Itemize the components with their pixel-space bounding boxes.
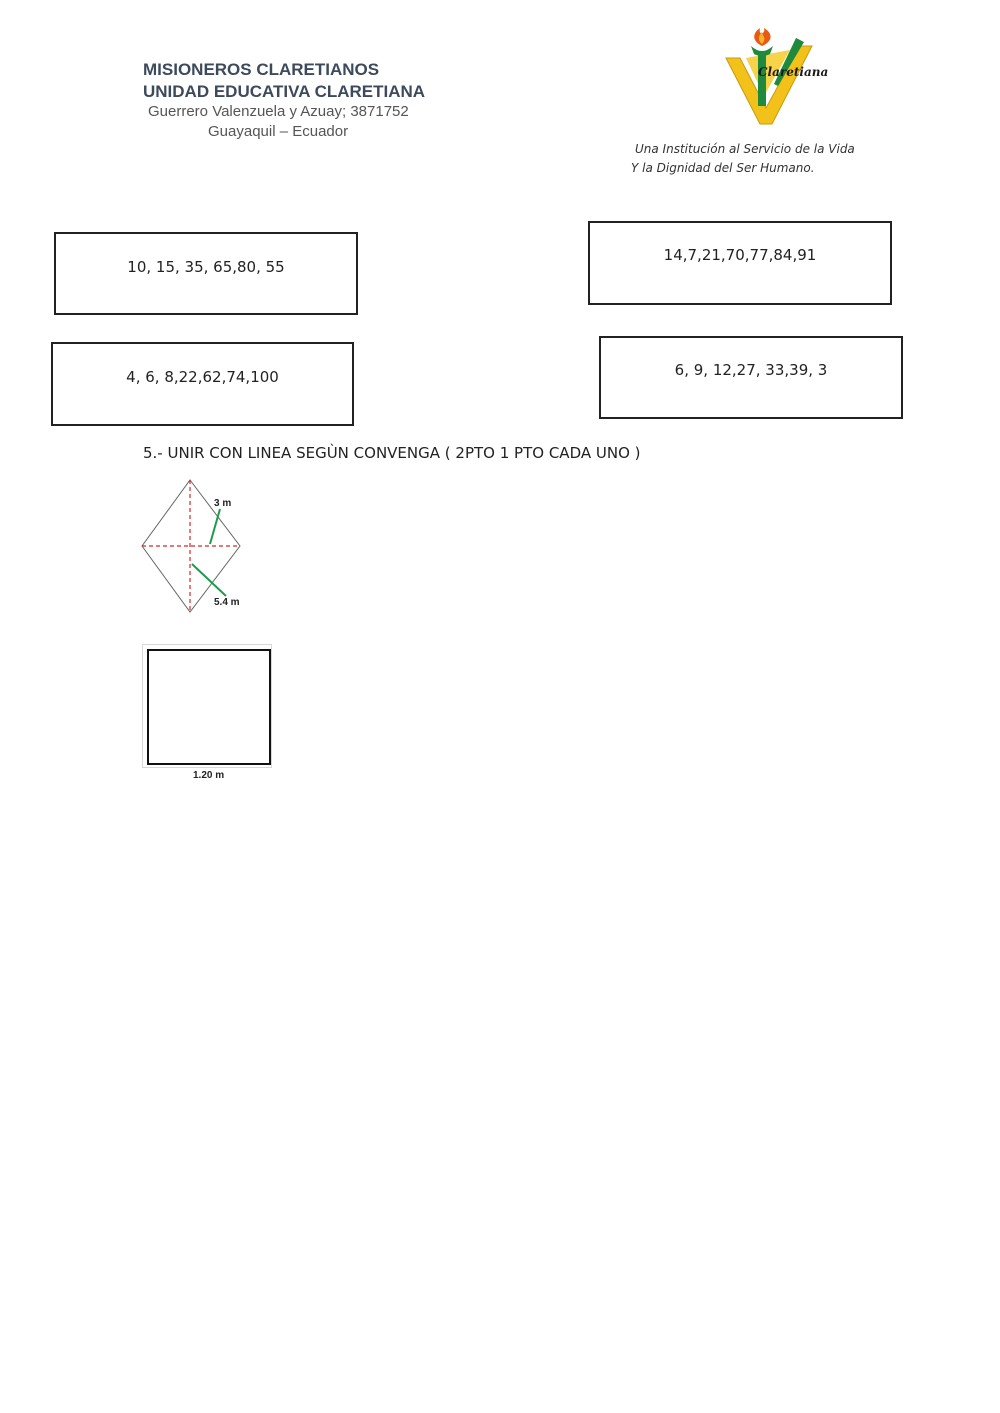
square-shape	[147, 649, 271, 765]
rhombus-label-long: 5.4 m	[214, 597, 240, 608]
pointer-long	[192, 564, 226, 596]
school-address: Guerrero Valenzuela y Azuay; 3871752	[148, 103, 409, 120]
number-box-text: 14,7,21,70,77,84,91	[663, 246, 817, 264]
pointer-short	[210, 509, 220, 544]
claretiana-logo	[720, 28, 830, 130]
number-box-text: 6, 9, 12,27, 33,39, 3	[674, 361, 828, 379]
instruction-text: 5.- UNIR CON LINEA SEGÙN CONVENGA ( 2PTO 1 PTO CADA UNO )	[143, 444, 641, 462]
number-box-1	[54, 232, 358, 315]
rhombus-figure	[138, 476, 248, 616]
number-box-2	[588, 221, 892, 305]
school-order-name: MISIONEROS CLARETIANOS	[143, 60, 380, 79]
school-name: UNIDAD EDUCATIVA CLARETIANA	[143, 82, 426, 101]
number-box-text: 4, 6, 8,22,62,74,100	[126, 368, 279, 386]
number-box-text: 10, 15, 35, 65,80, 55	[127, 258, 285, 276]
number-box-3	[51, 342, 354, 426]
rhombus-label-short: 3 m	[214, 498, 232, 509]
motto-line-1: Una Institución al Servicio de la Vida	[635, 142, 855, 156]
square-label: 1.20 m	[193, 770, 225, 781]
motto-line-2: Y la Dignidad del Ser Humano.	[631, 161, 815, 175]
logo-text: Claretiana	[758, 65, 829, 79]
square-figure-frame	[142, 644, 272, 768]
number-box-4	[599, 336, 903, 419]
school-city: Guayaquil – Ecuador	[208, 123, 349, 140]
